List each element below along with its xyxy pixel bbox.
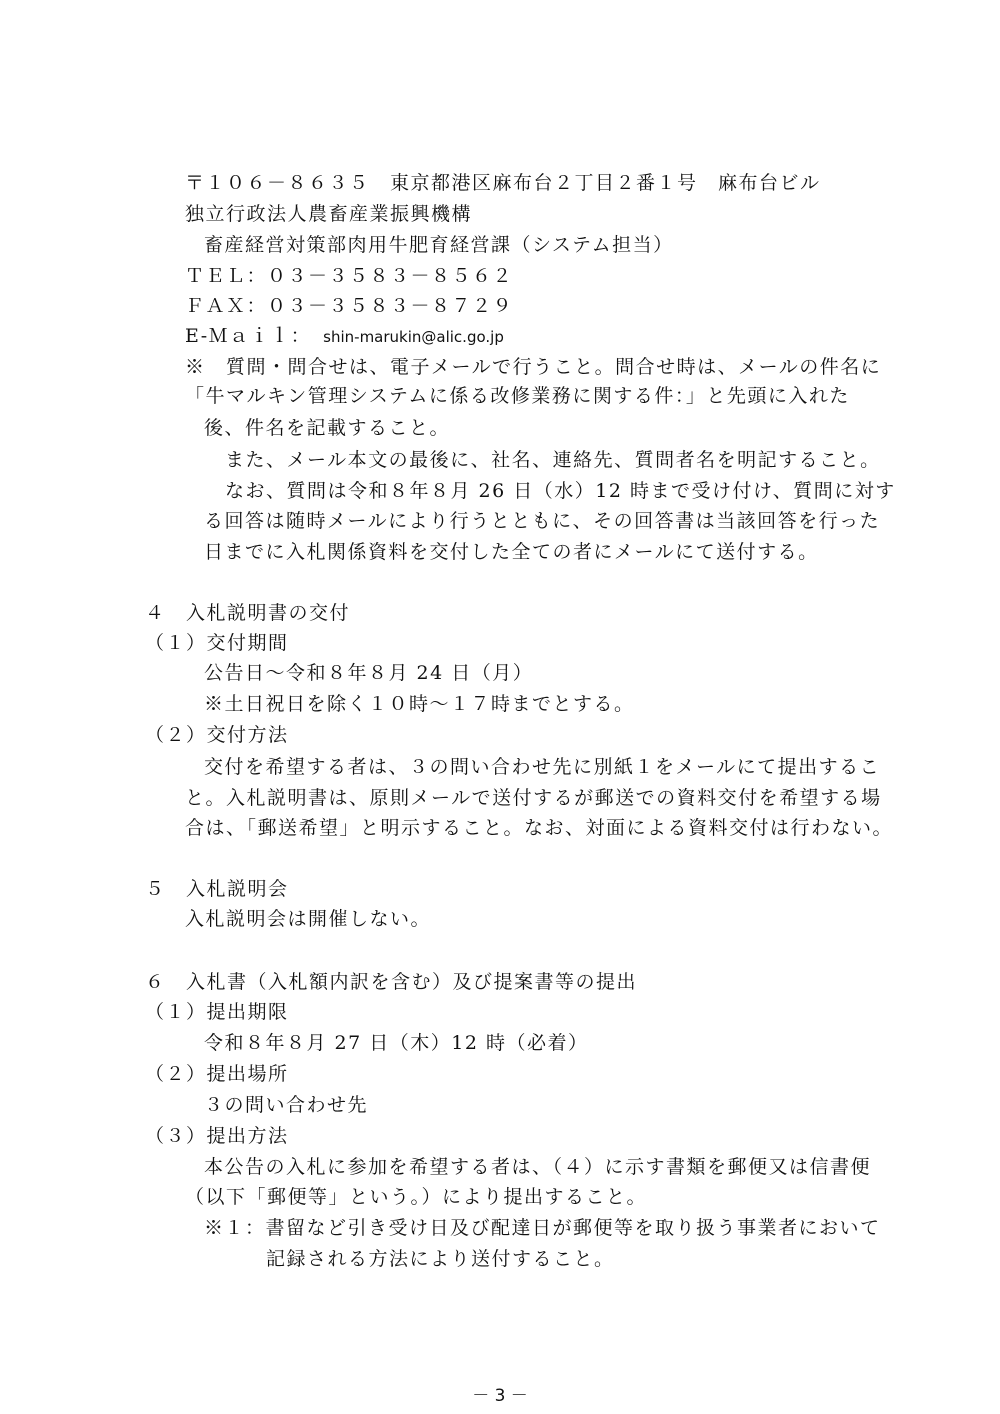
contact-fax: ＦＡＸ：０３－３５８３－８７２９ [185, 295, 514, 317]
section-6-heading: ６ 入札書（入札額内訳を含む）及び提案書等の提出 [145, 971, 638, 993]
note-line-3: 後、件名を記載すること。 [204, 417, 451, 439]
section-6-3-title: （３）提出方法 [145, 1125, 289, 1147]
section-4-2-line-3: 合は、「郵送希望」と明示すること。なお、対面による資料交付は行わない。 [185, 817, 894, 839]
section-6-1-title: （１）提出期限 [145, 1001, 289, 1023]
section-4-1-period: 公告日～令和８年８月 24 日（月） [204, 662, 534, 684]
note-line-2: 「牛マルキン管理システムに係る改修業務に関する件：」と先頭に入れた [185, 385, 850, 407]
section-4-1-title: （１）交付期間 [145, 632, 289, 654]
contact-organization: 独立行政法人農畜産業振興機構 [185, 203, 473, 225]
contact-email-line [185, 324, 504, 349]
section-6-3-note-2: 記録される方法により送付すること。 [266, 1248, 615, 1270]
note-line-6: る回答は随時メールにより行うとともに、その回答書は当該回答を行った [204, 510, 881, 532]
email-address[interactable]: shin-marukin@alic.go.jp [323, 328, 504, 346]
section-4-2-line-1: 交付を希望する者は、３の問い合わせ先に別紙１をメールにて提出するこ [204, 756, 881, 778]
section-6-1-body: 令和８年８月 27 日（木）12 時（必着） [204, 1032, 589, 1054]
section-6-2-title: （２）提出場所 [145, 1063, 289, 1085]
section-6-3-note-1: ※１：書留など引き受け日及び配達日が郵便等を取り扱う事業者において [204, 1217, 881, 1239]
contact-address: 〒１０６－８６３５ 東京都港区麻布台２丁目２番１号 麻布台ビル [185, 172, 821, 194]
section-4-heading: ４ 入札説明書の交付 [145, 602, 351, 624]
section-5-heading: ５ 入札説明会 [145, 878, 289, 900]
section-4-1-note: ※土日祝日を除く１０時～１７時までとする。 [204, 693, 635, 715]
section-6-3-line-2: （以下「郵便等」という。）により提出すること。 [185, 1186, 648, 1208]
page-number: － 3 － [472, 1386, 528, 1406]
contact-department: 畜産経営対策部肉用牛肥育経営課（システム担当） [204, 234, 674, 256]
note-line-7: 日までに入札関係資料を交付した全ての者にメールにて送付する。 [204, 541, 819, 563]
email-label: E-Ｍａｉｌ： [185, 325, 312, 347]
section-5-body: 入札説明会は開催しない。 [185, 908, 432, 930]
contact-tel: ＴＥＬ：０３－３５８３－８５６２ [185, 265, 514, 287]
section-4-2-line-2: と。入札説明書は、原則メールで送付するが郵送での資料交付を希望する場 [185, 787, 882, 809]
note-line-4: また、メール本文の最後に、社名、連絡先、質問者名を明記すること。 [225, 449, 881, 471]
section-6-2-body: ３の問い合わせ先 [204, 1094, 369, 1116]
section-6-3-line-1: 本公告の入札に参加を希望する者は、（４）に示す書類を郵便又は信書便 [204, 1156, 872, 1178]
section-4-2-title: （２）交付方法 [145, 724, 289, 746]
note-line-1: ※ 質問・問合せは、電子メールで行うこと。問合せ時は、メールの件名に [185, 356, 882, 378]
note-line-5: なお、質問は令和８年８月 26 日（水）12 時まで受け付け、質問に対す [225, 480, 896, 502]
